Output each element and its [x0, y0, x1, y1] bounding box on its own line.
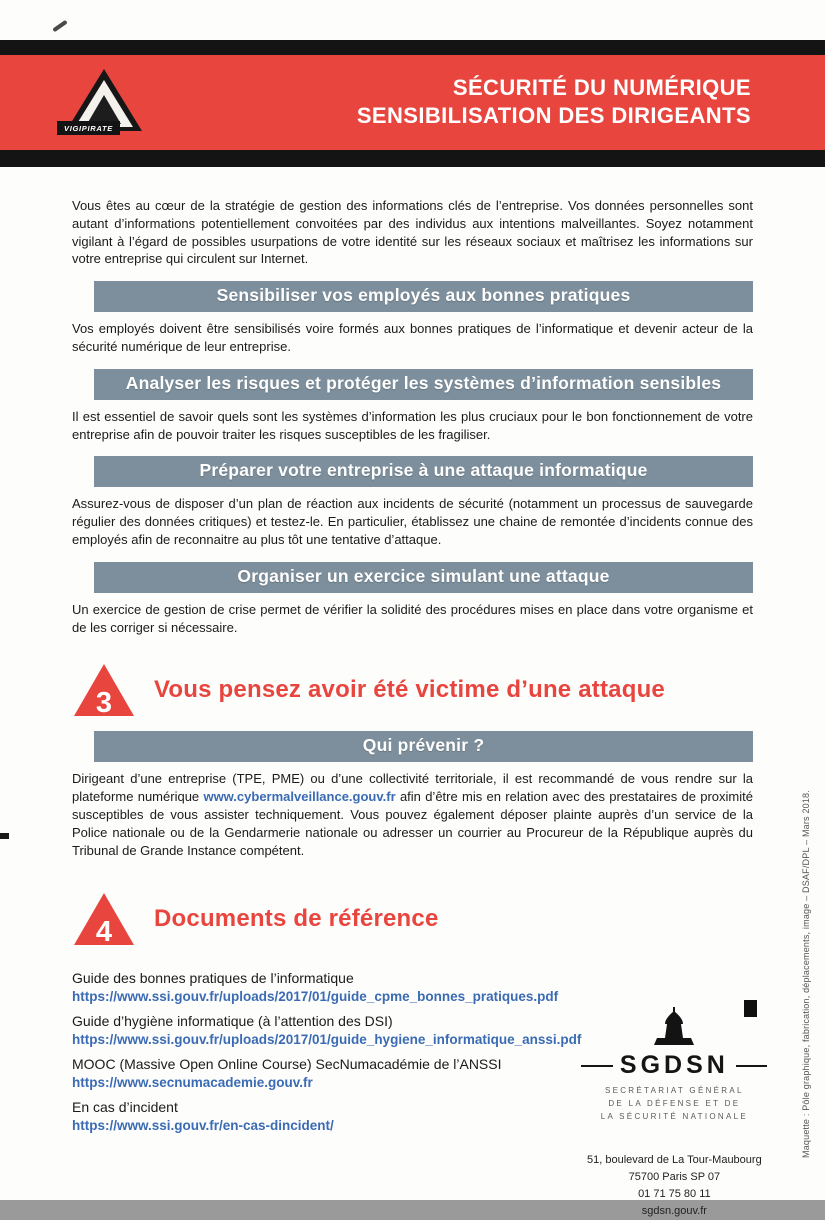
doc-label: Guide des bonnes pratiques de l’informatique [72, 970, 354, 987]
reference-documents-list [72, 961, 581, 1136]
page-title [357, 74, 751, 130]
sgdsn-rule-left [581, 1065, 613, 1067]
vigipirate-label: VIGIPIRATE [57, 121, 120, 135]
header-top-strip [0, 40, 825, 55]
section-4-heading [72, 891, 753, 947]
sgdsn-address [581, 1152, 767, 1220]
documents-and-footer [72, 961, 762, 1220]
who-to-notify-paragraph [72, 770, 753, 859]
sgdsn-acronym: SGDSN [619, 1051, 729, 1080]
advice-paragraph: Vos employés doivent être sensibilisés voire formés aux bonnes pratiques de l’informatique et devenir acteur de la sécurité numérique de leur entreprise. [72, 321, 753, 354]
sgdsn-monument-icon [581, 1007, 767, 1049]
address-website: sgdsn.gouv.fr [641, 1204, 707, 1217]
section-3-number: 3 [95, 687, 113, 720]
address-city: 75700 Paris SP 07 [628, 1170, 721, 1183]
registration-mark [744, 1000, 757, 1017]
section-3-triangle-icon [72, 662, 136, 718]
advice-paragraph: Il est essentiel de savoir quels sont les systèmes d’information les plus cruciaux pour le bon fonctionnement de votre entreprise afin de pouvoir traiter les risques susceptibles de les fragiliser. [72, 408, 753, 442]
sgdsn-acronym-row [581, 1051, 767, 1080]
vigipirate-logo [64, 67, 144, 139]
cybermalveillance-link[interactable]: www.cybermalveillance.gouv.fr [203, 789, 396, 805]
sgdsn-subtitle-line: SECRÉTARIAT GÉNÉRAL [604, 1086, 744, 1096]
scan-top-margin [0, 0, 825, 40]
section-4-number: 4 [95, 916, 113, 949]
intro-paragraph: Vous êtes au cœur de la stratégie de gestion des informations clés de l’entreprise. Vos données personnelles sont autant d’informations potentiellement convoitées par des individus aux intentions malveillantes. Soyez notamment vigilant à l’égard de possibles usurpations de votre identité sur les réseaux sociaux et maîtrisez les informations sur votre entreprise qui circulent sur Internet. [72, 198, 753, 267]
doc-label: Guide d’hygiène informatique (à l’attention des DSI) [72, 1013, 393, 1030]
header-red-band [0, 55, 825, 150]
section-3-heading [72, 662, 753, 718]
title-line-2: SENSIBILISATION DES DIRIGEANTS [356, 103, 751, 129]
banner-organiser: Organiser un exercice simulant une attaque [94, 562, 753, 593]
section-3-title: Vous pensez avoir été victime d’une attaque [154, 676, 665, 704]
address-street: 51, boulevard de La Tour-Maubourg [587, 1153, 762, 1166]
sgdsn-subtitle-line: DE LA DÉFENSE ET DE [608, 1099, 741, 1109]
banner-analyser: Analyser les risques et protéger les systèmes d’information sensibles [94, 369, 753, 400]
advice-paragraph: Un exercice de gestion de crise permet de vérifier la solidité des procédures mises en place dans votre organisme et de les corriger si nécessaire. [72, 601, 753, 635]
paragraph-text-before-link: Dirigeant d’une entreprise (TPE, PME) ou d’une collectivité territoriale, il est recommandé de vous rendre sur la plateforme numérique [72, 771, 753, 805]
doc-link-en-cas-dincident[interactable]: https://www.ssi.gouv.fr/en-cas-dincident/ [72, 1118, 334, 1134]
page-header [0, 40, 825, 167]
banner-preparer: Préparer votre entreprise à une attaque informatique [94, 456, 753, 487]
title-line-1: SÉCURITÉ DU NUMÉRIQUE [452, 75, 751, 100]
banner-sensibiliser: Sensibiliser vos employés aux bonnes pratiques [94, 281, 753, 312]
doc-label: En cas d’incident [72, 1099, 178, 1116]
sgdsn-rule-right [736, 1065, 768, 1067]
doc-link-hygiene-informatique[interactable]: https://www.ssi.gouv.fr/uploads/2017/01/guide_hygiene_informatique_anssi.pdf [72, 1032, 582, 1048]
sgdsn-subtitle [581, 1085, 767, 1123]
advice-paragraph: Assurez-vous de disposer d’un plan de réaction aux incidents de sécurité (notamment un processus de sauvegarde régulier des données critiques) et testez-le. En particulier, établissez une chaine de remontée d’incidents connue des employés afin de reconnaitre au plus tôt une tentative d’attaque. [72, 496, 753, 547]
scan-edge-mark [0, 833, 9, 839]
address-phone: 01 71 75 80 11 [638, 1187, 711, 1200]
section-4-triangle-icon [72, 891, 136, 947]
sgdsn-logo-block [581, 1007, 767, 1220]
header-bottom-strip [0, 150, 825, 167]
paragraph-text-after-link: afin d’être mis en relation avec des prestataires de proximité susceptibles de vous assister techniquement. Vous pouvez également déposer plainte auprès d’un service de la Police nationale ou de la Gendarmerie nationale ou adresser un courrier au Procureur de la République auprès du Tribunal de Grande Instance compétent. [72, 789, 753, 858]
banner-qui-prevenir: Qui prévenir ? [94, 731, 753, 762]
print-credit: Maquette : Pôle graphique, fabrication, déplacements, image – DSAF/DPL – Mars 2018. [801, 790, 811, 1158]
doc-label: MOOC (Massive Open Online Course) SecNumacadémie de l’ANSSI [72, 1056, 502, 1073]
sgdsn-subtitle-line: LA SÉCURITÉ NATIONALE [600, 1111, 748, 1121]
doc-link-bonnes-pratiques[interactable]: https://www.ssi.gouv.fr/uploads/2017/01/guide_cpme_bonnes_pratiques.pdf [72, 989, 559, 1005]
document-body [0, 167, 825, 1220]
doc-link-secnumacademie[interactable]: https://www.secnumacademie.gouv.fr [72, 1075, 313, 1091]
section-4-title: Documents de référence [154, 905, 439, 933]
